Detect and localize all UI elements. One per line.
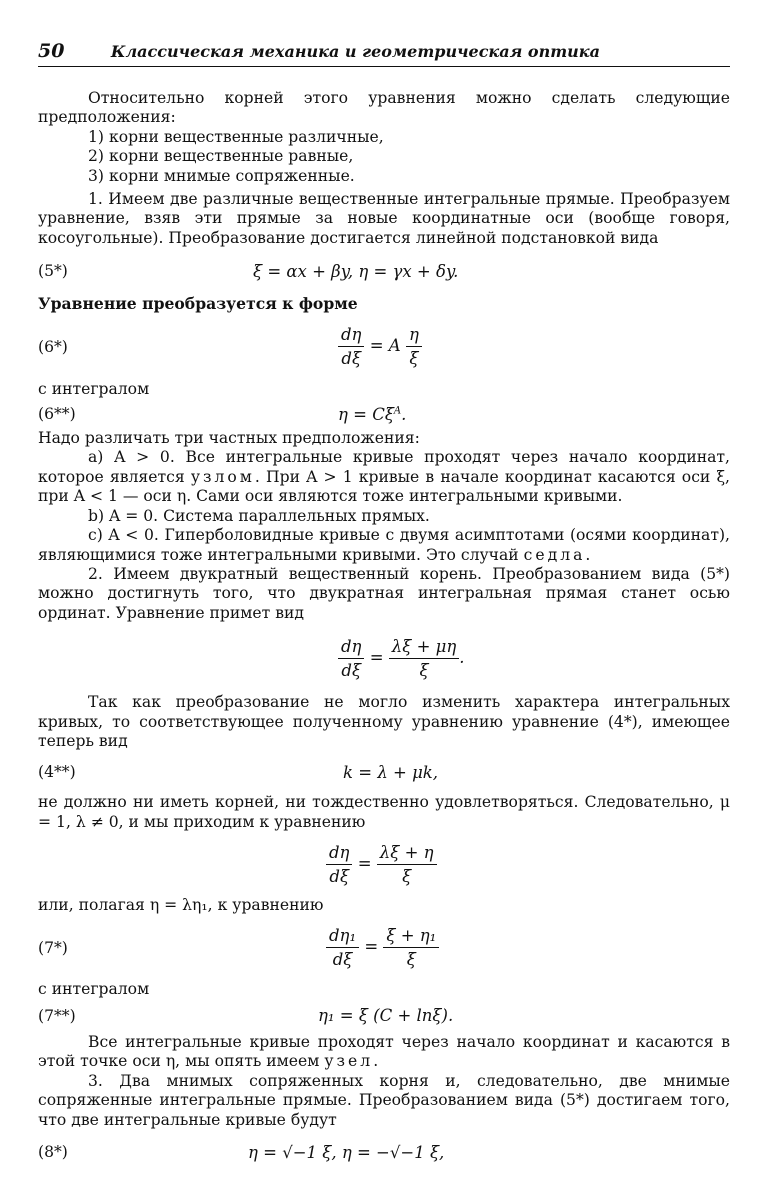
equation-label: (7*) xyxy=(38,938,68,957)
numerator: ξ + η₁ xyxy=(383,926,439,948)
paragraph-intro: Относительно корней этого уравнения можно сделать следующие предположения: xyxy=(38,89,730,127)
fraction xyxy=(377,843,437,886)
denominator: dξ xyxy=(332,950,353,970)
paragraph: с интегралом xyxy=(38,379,150,398)
list-item: 1) корни вещественные различные, xyxy=(88,127,384,146)
equation-body: η = Cξ xyxy=(338,404,394,424)
numerator: dη xyxy=(338,637,364,659)
denominator: ξ xyxy=(402,866,412,886)
equation-label: (4**) xyxy=(38,763,76,782)
paragraph: Надо различать три частных предположения: xyxy=(38,429,420,448)
text-run: Все интегральные кривые проходят через начало координат и касаются в этой точке оси η, мы опять имеем xyxy=(38,1032,730,1071)
equation-5 xyxy=(38,248,730,294)
denominator: ξ xyxy=(419,660,429,680)
fraction xyxy=(326,926,359,969)
paragraph-case-a xyxy=(38,448,730,506)
fraction xyxy=(406,325,422,368)
equation-label: (8*) xyxy=(38,1143,68,1161)
numerator: dη xyxy=(326,843,352,865)
paragraph: или, полагая η = λη₁, к уравнению xyxy=(38,896,324,915)
text-run: . xyxy=(373,1052,379,1071)
paragraph: Так как преобразование не могло изменить характера интегральных кривых, то соответствующее полученному уравнению уравнение (4*), имеющее теперь вид xyxy=(38,693,730,750)
equation-7-integral xyxy=(38,999,730,1033)
emphasis-term: узел xyxy=(324,1052,374,1071)
equation-tail: . xyxy=(401,404,407,424)
equation-operator: = A xyxy=(369,336,401,356)
equation-4 xyxy=(38,751,730,793)
paragraph-case-c xyxy=(38,526,730,565)
text-run: c) A < 0. Гиперболовидные кривые с двумя асимптотами (осями координат), являющимися тоже интегральными кривыми. Это случай xyxy=(38,526,730,564)
numerator: η xyxy=(406,325,422,347)
equation-tail: . xyxy=(459,647,465,667)
equation-body: η = √−1 ξ, η = −√−1 ξ, xyxy=(248,1142,445,1162)
paragraph: с интегралом xyxy=(38,979,150,998)
exponent: A xyxy=(393,405,402,417)
text-run: а) A > 0. Все интегральные кривые проходят через начало координат, которое является xyxy=(38,448,730,486)
denominator: dξ xyxy=(341,660,362,680)
equation-label: (6*) xyxy=(38,337,68,356)
denominator: ξ xyxy=(406,950,416,970)
running-title: Классическая механика и геометрическая оптика xyxy=(110,42,600,61)
equation-operator: = xyxy=(364,937,379,957)
equation-6-integral xyxy=(38,399,730,429)
paragraph-case-3: 3. Два мнимых сопряженных корня и, следовательно, две мнимые сопряженные интегральные прямые. Преобразованием вида (5*) достигаем того, что две интегральные кривые будут xyxy=(38,1071,730,1129)
equation-7 xyxy=(38,916,730,980)
equation-8 xyxy=(38,1130,730,1174)
denominator: dξ xyxy=(329,866,350,886)
numerator: λξ + η xyxy=(377,843,437,865)
equation-reduced xyxy=(38,832,730,896)
text-run: . При A > 1 кривые в начале координат касаются оси ξ, при A < 1 — оси η. Сами оси являются тоже интегральными кривыми. xyxy=(38,467,730,506)
equation-label: (7**) xyxy=(38,1006,76,1025)
denominator: dξ xyxy=(341,349,362,369)
equation-transformed xyxy=(38,623,730,693)
numerator: dη xyxy=(338,325,364,347)
running-header xyxy=(38,40,730,67)
equation-body: k = λ + μk, xyxy=(343,762,439,782)
text-run: . xyxy=(585,545,591,564)
fraction xyxy=(338,325,364,368)
fraction xyxy=(383,926,439,969)
denominator: ξ xyxy=(409,349,419,369)
paragraph-case-1: 1. Имеем две различные вещественные интегральные прямые. Преобразуем уравнение, взяв эти прямые за новые координатные оси (вообще говоря, косоугольные). Преобразование достигается линейной подстановкой вида xyxy=(38,190,730,247)
list-item: 2) корни вещественные равные, xyxy=(88,147,354,166)
equation-body: η₁ = ξ (C + lnξ). xyxy=(318,1006,454,1026)
list-item: 3) корни мнимые сопряженные. xyxy=(88,166,355,185)
paragraph-case-2: 2. Имеем двукратный вещественный корень. Преобразованием вида (5*) можно достигнуть того, что двукратная интегральная прямая станет осью ординат. Уравнение примет вид xyxy=(38,564,730,622)
fraction xyxy=(338,637,364,680)
fraction xyxy=(389,637,459,680)
equation-body: ξ = αx + βy, η = γx + δy. xyxy=(253,261,459,281)
numerator: dη₁ xyxy=(326,926,359,948)
fraction xyxy=(326,843,352,886)
paragraph: не должно ни иметь корней, ни тождественно удовлетворяться. Следовательно, μ = 1, λ ≠ 0, и мы приходим к уравнению xyxy=(38,793,730,831)
numerator: λξ + μη xyxy=(389,637,459,659)
paragraph: Уравнение преобразуется к форме xyxy=(38,294,358,314)
equation-6 xyxy=(38,314,730,380)
equation-label: (5*) xyxy=(38,262,68,281)
equation-operator: = xyxy=(369,647,384,667)
page-number: 50 xyxy=(38,40,65,62)
page xyxy=(38,40,730,1174)
equation-label: (6**) xyxy=(38,405,76,424)
equation-operator: = xyxy=(357,853,372,873)
paragraph xyxy=(38,1033,730,1072)
paragraph-case-b: b) A = 0. Система параллельных прямых. xyxy=(88,506,430,525)
emphasis-term: узлом xyxy=(190,467,255,486)
emphasis-term: седла xyxy=(523,545,586,564)
